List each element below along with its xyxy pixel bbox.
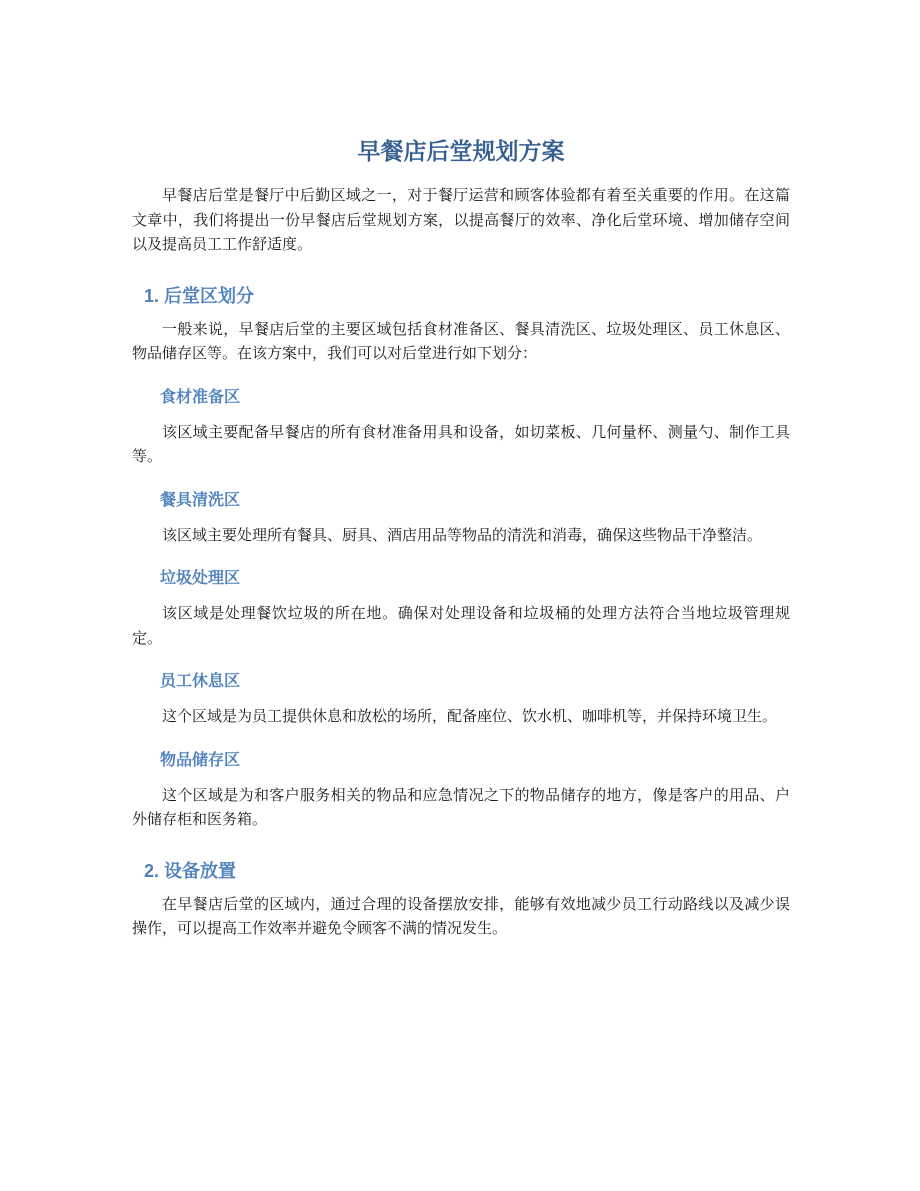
subsection-staff-rest-heading: 员工休息区 <box>160 673 241 690</box>
subsection-garbage-heading: 垃圾处理区 <box>160 570 241 587</box>
subsection-garbage-paragraph: 该区域是处理餐饮垃圾的所在地。确保对处理设备和垃圾桶的处理方法符合当地垃圾管理规定。 <box>132 606 790 647</box>
subsection-dish-washing-paragraph: 该区域主要处理所有餐具、厨具、酒店用品等物品的清洗和消毒，确保这些物品干净整洁。 <box>162 527 763 544</box>
section-2-intro-paragraph: 在早餐店后堂的区域内，通过合理的设备摆放安排，能够有效地减少员工行动路线以及减少误操作，可以提高工作效率并避免令顾客不满的情况发生。 <box>132 896 790 937</box>
section-1-heading: 1. 后堂区划分 <box>144 285 255 306</box>
section-1-intro-paragraph: 一般来说，早餐店后堂的主要区域包括食材准备区、餐具清洗区、垃圾处理区、员工休息区、物品储存区等。在该方案中，我们可以对后堂进行如下划分： <box>132 321 790 362</box>
subsection-storage-paragraph: 这个区域是为和客户服务相关的物品和应急情况之下的物品储存的地方，像是客户的用品、户外储存柜和医务箱。 <box>132 787 790 828</box>
subsection-storage-heading: 物品储存区 <box>160 751 241 769</box>
document-intro-paragraph: 早餐店后堂是餐厅中后勤区域之一，对于餐厅运营和顾客体验都有着至关重要的作用。在这篇文章中，我们将提出一份早餐店后堂规划方案，以提高餐厅的效率、净化后堂环境、增加储存空间以及提高员工工作舒适度。 <box>132 188 790 253</box>
subsection-staff-rest-paragraph: 这个区域是为员工提供休息和放松的场所，配备座位、饮水机、咖啡机等，并保持环境卫生。 <box>162 709 778 725</box>
document-title: 早餐店后堂规划方案 <box>357 139 565 164</box>
section-2-heading: 2. 设备放置 <box>144 860 237 881</box>
subsection-dish-washing-heading: 餐具清洗区 <box>160 491 241 509</box>
subsection-food-prep-paragraph: 该区域主要配备早餐店的所有食材准备用具和设备，如切菜板、几何量杯、测量勺、制作工具等。 <box>132 424 790 465</box>
subsection-food-prep-heading: 食材准备区 <box>160 388 241 406</box>
